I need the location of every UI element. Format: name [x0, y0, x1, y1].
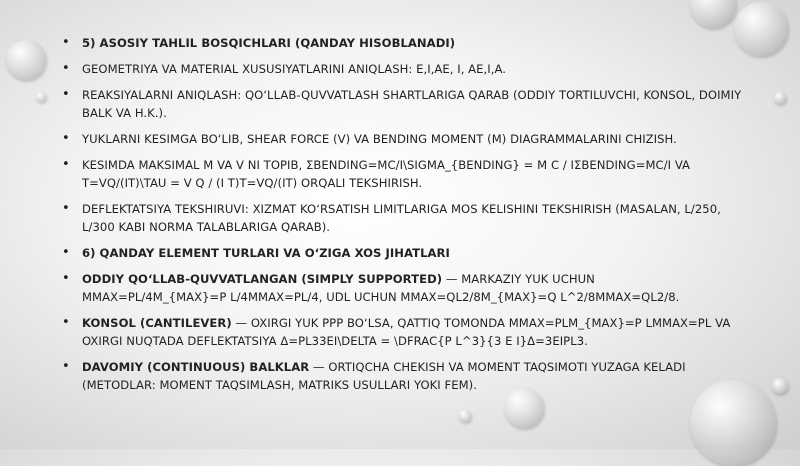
bullet-item	[62, 86, 742, 122]
bullet-item	[62, 358, 742, 394]
bullet-text: — OXIRGI YUK PPP BO‘LSA, QATTIQ TOMONDA MMAX=PLM_{MAX}=P LMMAX=PL VA OXIRGI NUQTADA DEFLEKTATSIYA Δ=PL33EI\DELTA = \DFRAC{P L^3}{3 E I}Δ=3EIPL3.	[82, 316, 731, 348]
water-drop-decoration	[690, 0, 736, 28]
bullet-text: — ORTIQCHA CHEKISH VA MOMENT TAQSIMOTI YUZAGA KELADI (METODLAR: MOMENT TAQSIMLASH, MATRIKS USULLARI YOKI FEM).	[82, 360, 686, 392]
bullet-item	[62, 156, 742, 192]
bullet-bold-text: DAVOMIY (CONTINUOUS) BALKLAR	[82, 360, 310, 374]
bullet-item	[62, 270, 742, 306]
bullet-item	[62, 130, 742, 148]
bullet-text: KESIMDA MAKSIMAL M VA V NI TOPIB, ΣBENDING=MC/I\SIGMA_{BENDING} = M C / IΣBENDING=MC/I VA Τ=VQ/(IT)\TAU = V Q / (I T)Τ=VQ/(IT) ORQALI TEKSHIRISH.	[82, 158, 691, 190]
bullet-bold-text: ODDIY QO‘LLAB-QUVVATLANGAN (SIMPLY SUPPORTED)	[82, 272, 443, 286]
bullet-item	[62, 34, 742, 52]
bullet-text: YUKLARNI KESIMGA BO‘LIB, SHEAR FORCE (V) VA BENDING MOMENT (M) DIAGRAMMALARINI CHIZISH.	[82, 132, 677, 146]
water-drop-decoration	[734, 2, 788, 56]
bullet-item	[62, 314, 742, 350]
bullet-text: — MARKAZIY YUK UCHUN MMAX=PL/4M_{MAX}=P L/4MMAX=PL/4, UDL UCHUN MMAX=QL2/8M_{MAX}=Q L^2/8MMAX=QL2/8.	[82, 272, 680, 304]
water-drop-decoration	[459, 410, 471, 422]
bullet-item	[62, 200, 742, 236]
bullet-item	[62, 244, 742, 262]
water-drop-decoration	[772, 378, 788, 394]
bullet-list	[62, 34, 742, 394]
bullet-bold-text: 5) ASOSIY TAHLIL BOSQICHLARI (QANDAY HISOBLANADI)	[82, 36, 456, 50]
bullet-bold-text: KONSOL (CANTILEVER)	[82, 316, 232, 330]
water-drop-decoration	[6, 40, 46, 80]
bullet-item	[62, 60, 742, 78]
bullet-bold-text: 6) QANDAY ELEMENT TURLARI VA O‘ZIGA XOS JIHATLARI	[82, 246, 450, 260]
bullet-text: REAKSIYALARNI ANIQLASH: QO‘LLAB-QUVVATLASH SHARTLARIGA QARAB (ODDIY TORTILUVCHI, KONSOL, DOIMIY BALK VA H.K.).	[82, 88, 742, 120]
bullet-text: DEFLEKTATSIYA TEKSHIRUVI: XIZMAT KO‘RSATISH LIMITLARIGA MOS KELISHINI TEKSHIRISH (MASALAN, L/250, L/300 KABI NORMA TALABLARIGA QARAB).	[82, 202, 721, 234]
slide-content	[62, 34, 742, 402]
water-drop-decoration	[774, 92, 786, 104]
water-drop-decoration	[36, 92, 46, 102]
bullet-text: GEOMETRIYA VA MATERIAL XUSUSIYATLARINI ANIQLASH: E,I,AE, I, AE,I,A.	[82, 62, 506, 76]
